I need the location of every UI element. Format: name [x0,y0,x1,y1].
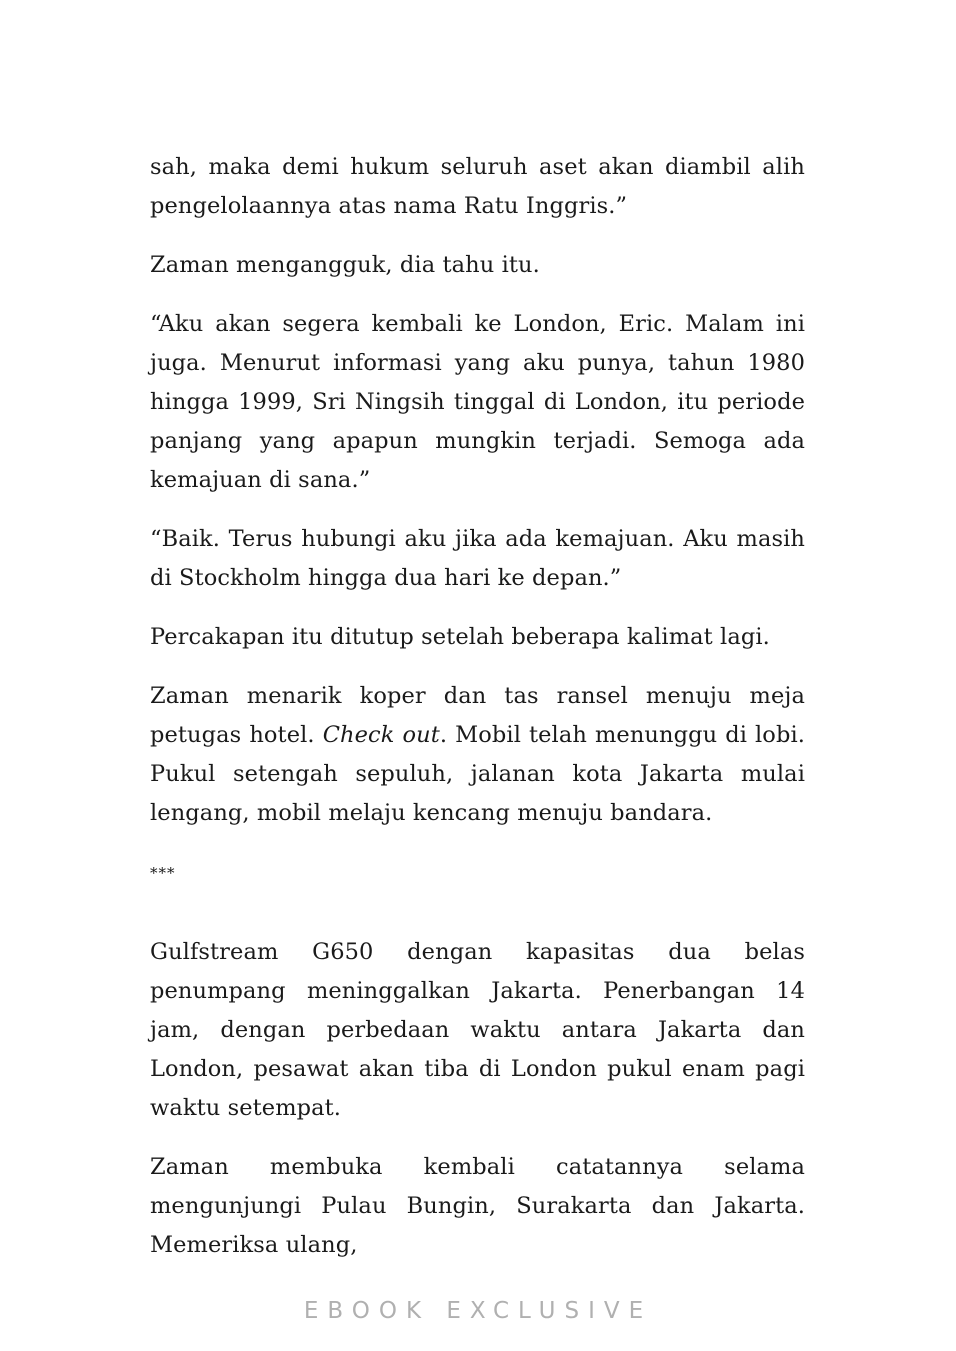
paragraph-1: sah, maka demi hukum seluruh aset akan diambil alih pengelolaannya atas nama Ratu Inggris.” [150,154,805,219]
paragraph-8: Zaman membuka kembali catatannya selama mengunjungi Pulau Bungin, Surakarta dan Jakarta. Memeriksa ulang, [150,1154,805,1258]
paragraph-4: “Baik. Terus hubungi aku jika ada kemajuan. Aku masih di Stockholm hingga dua hari ke depan.” [150,526,805,591]
paragraph-6-italic: Check out [322,722,440,748]
paragraph-5: Percakapan itu ditutup setelah beberapa kalimat lagi. [150,624,770,650]
paragraph-6 [150,677,805,833]
footer-watermark: EBOOK EXCLUSIVE [303,1298,653,1324]
paragraph-6-text-a: Zaman menarik koper dan tas ransel menuju meja petugas hotel. [150,683,805,748]
paragraph-6-text-b: . Mobil telah menunggu di lobi. Pukul setengah sepuluh, jalanan kota Jakarta mulai lengang, mobil melaju kencang menuju bandara. [150,722,805,826]
paragraph-2: Zaman mengangguk, dia tahu itu. [150,252,540,278]
page-body [150,148,805,1285]
paragraph-7: Gulfstream G650 dengan kapasitas dua belas penumpang meninggalkan Jakarta. Penerbangan 14 jam, dengan perbedaan waktu antara Jakarta dan London, pesawat akan tiba di London pukul enam pagi waktu setempat. [150,939,805,1121]
section-separator: *** [150,864,176,882]
paragraph-3: “Aku akan segera kembali ke London, Eric. Malam ini juga. Menurut informasi yang aku punya, tahun 1980 hingga 1999, Sri Ningsih tinggal di London, itu periode panjang yang apapun mungkin terjadi. Semoga ada kemajuan di sana.” [150,311,805,493]
